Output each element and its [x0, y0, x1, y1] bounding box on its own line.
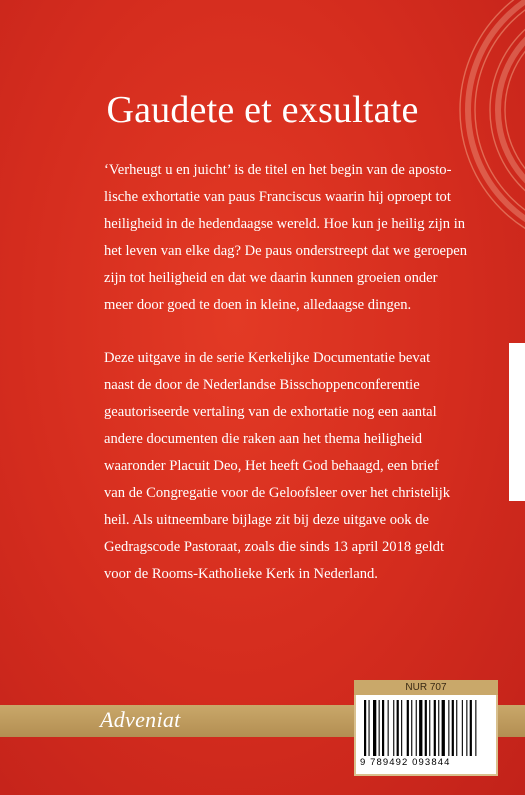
- publisher-logo: Adveniat: [100, 707, 181, 732]
- barcode-bar: [379, 700, 380, 756]
- text-line: heil. Als uitneembare bijlage zit bij deze uitgave ook de: [104, 512, 430, 528]
- barcode-bar: [442, 700, 445, 756]
- text-line: voor de Rooms-Katholieke Kerk in Nederland.: [104, 566, 378, 582]
- text-line: andere documenten die raken aan het thema heiligheid: [104, 431, 423, 447]
- nur-label: NUR 707: [354, 680, 498, 695]
- barcode-bar: [470, 700, 472, 756]
- barcode-bar: [475, 700, 476, 756]
- barcode-bar: [382, 700, 384, 756]
- text-line: Deze uitgave in de serie Kerkelijke Documentatie bevat: [104, 350, 431, 366]
- barcode-bar: [369, 700, 370, 756]
- text-line: zijn tot heiligheid en dat we daarin kunnen groeien onder: [104, 270, 438, 286]
- barcode-bar: [429, 700, 430, 756]
- description-paragraph-2: [104, 345, 484, 588]
- barcode-bar: [448, 700, 449, 756]
- barcode-bar: [438, 700, 439, 756]
- barcode-bar: [462, 700, 463, 756]
- text-line: het leven van elke dag? De paus onderstreept dat we geroepen: [104, 243, 468, 259]
- barcode-bar: [419, 700, 422, 756]
- text-line: geautoriseerde vertaling van de exhortatie nog een aantal: [104, 404, 437, 420]
- barcode-bar: [388, 700, 389, 756]
- barcode-bar: [364, 700, 366, 756]
- text-line: ‘Verheugt u en juicht’ is de titel en het begin van de aposto-: [104, 162, 452, 178]
- barcode-bar: [456, 700, 457, 756]
- book-title: Gaudete et exsultate: [106, 89, 419, 131]
- barcode-bar: [373, 700, 376, 756]
- barcode-bar: [434, 700, 436, 756]
- barcode-bar: [416, 700, 417, 756]
- text-line: van de Congregatie voor de Geloofsleer over het christelijk: [104, 485, 451, 501]
- barcode-bar: [393, 700, 394, 756]
- barcode-bar: [425, 700, 427, 756]
- text-line: naast de door de Nederlandse Bisschoppenconferentie: [104, 377, 420, 393]
- barcode-bar: [401, 700, 402, 756]
- isbn-barcode: [364, 700, 488, 758]
- barcode-bar: [407, 700, 409, 756]
- barcode-bar: [397, 700, 399, 756]
- text-line: waaronder Placuit Deo, Het heeft God behaagd, een brief: [104, 458, 439, 474]
- barcode-bar: [452, 700, 454, 756]
- text-line: meer door goed te doen in kleine, alledaagse dingen.: [104, 297, 412, 313]
- side-tab: [509, 343, 525, 501]
- text-line: heiligheid in de hedendaagse wereld. Hoe kun je heilig zijn in: [104, 216, 466, 232]
- text-line: Gedragscode Pastoraat, zoals die sinds 13 april 2018 geldt: [104, 539, 445, 555]
- isbn-number: 9 789492 093844: [360, 757, 451, 768]
- barcode-bar: [466, 700, 467, 756]
- barcode-bar: [411, 700, 412, 756]
- description-paragraph-1: [104, 157, 484, 319]
- text-line: lische exhortatie van paus Franciscus waarin hij oproept tot: [104, 189, 451, 205]
